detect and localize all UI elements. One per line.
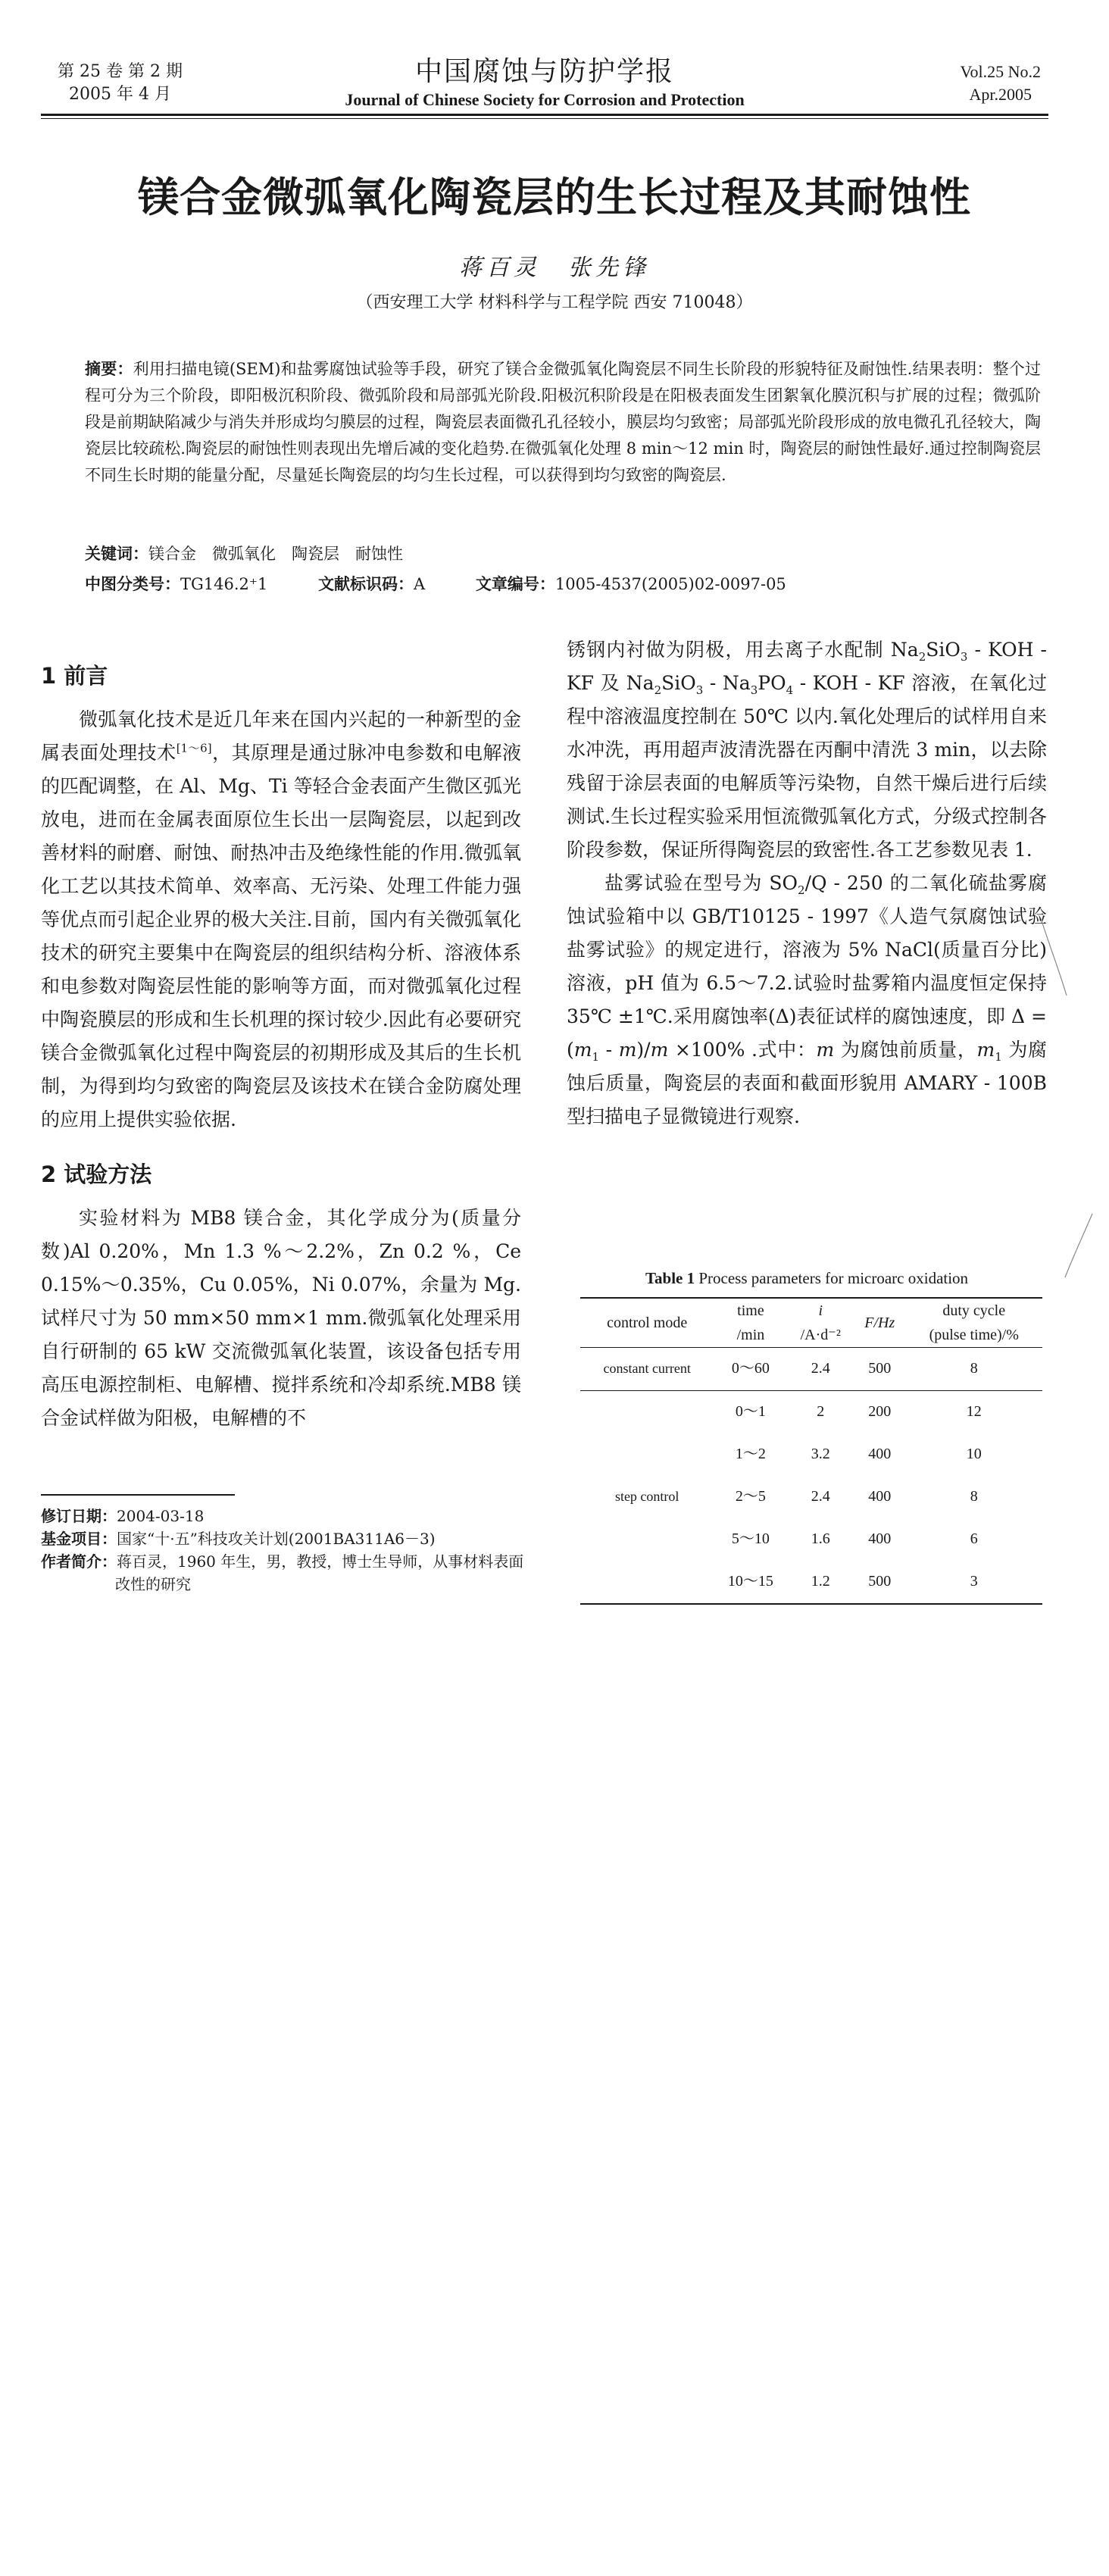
text-run: /Q - 250 的二氧化硫盐雾腐蚀试验箱中以 GB/T10125 - 1997《人造气氛腐蚀试验盐雾试验》的规定进行，溶液为 5% NaCl(质量百分比)溶液，pH 值为 6.5～7.2.试验时盐雾箱内温度恒定保持 35℃ ±1℃.采用腐蚀率(Δ)表征试样的腐蚀速度，即 Δ = ( — [567, 872, 1047, 1061]
table-cell-f: 500 — [854, 1348, 906, 1391]
table-caption — [567, 1267, 1047, 1290]
citation: [1～6] — [176, 741, 212, 755]
table-cell-duty: 8 — [906, 1348, 1042, 1391]
table-cell-f: 200 — [868, 1403, 892, 1420]
keywords — [85, 541, 1041, 567]
table-cell-f: 500 — [854, 1561, 906, 1604]
table-cell-time: 5～10 — [731, 1530, 770, 1547]
table-cell-mode — [580, 1391, 714, 1434]
journal-name-en: Journal of Chinese Society for Corrosion and Protection — [345, 90, 745, 109]
footnotes — [41, 1505, 526, 1596]
bio-line2: 改性的研究 — [115, 1575, 191, 1593]
table-caption-label: Table 1 — [645, 1269, 695, 1287]
table-cell-f: 400 — [868, 1488, 892, 1505]
issue-info-right — [960, 61, 1041, 106]
math-var: m — [976, 1039, 995, 1061]
volume-issue-cn: 第 25 卷 第 2 期 — [58, 62, 183, 81]
table-cell-time: 10～15 — [714, 1561, 787, 1604]
table-cell-duty: 10 — [966, 1446, 982, 1462]
keywords-label: 关键词： — [85, 545, 148, 563]
table-header-row — [580, 1298, 1042, 1323]
abstract — [85, 356, 1041, 489]
revision-date-value: 2004-03-18 — [117, 1507, 205, 1525]
footnote-rule — [41, 1494, 235, 1496]
math-var: m — [816, 1039, 835, 1061]
table-cell-mode — [580, 1561, 714, 1604]
paper-title: 镁合金微弧氧化陶瓷层的生长过程及其耐蚀性 — [138, 174, 971, 221]
table-cell-i: 2.4 — [788, 1348, 854, 1391]
intro-text-b: ，其原理是通过脉冲电参数和电解液的匹配调整，在 Al、Mg、Ti 等轻合金表面产生微区弧光放电，进而在金属表面原位生长出一层陶瓷层，以起到改善材料的耐磨、耐蚀、耐热冲击及绝缘性能的作用.微弧氧化工艺以其技术简单、效率高、无污染、处理工件能力强等优点而引起企业界的极大关注.目前，国内有关微弧氧化技术的研究主要集中在陶瓷层的组织结构分析、溶液体系和电参数对陶瓷层性能的影响等方面，而对微弧氧化过程中陶瓷膜层的形成和生长机理的探讨较少.因此有必要研究镁合金微弧氧化过程中陶瓷层的初期形成及其后的生长机制，为得到均匀致密的陶瓷层及该技术在镁合金防腐处理的应用上提供实验依据. — [41, 742, 521, 1130]
subscript: 2 — [654, 683, 662, 697]
method-paragraph-cont — [567, 633, 1047, 867]
abstract-label: 摘要： — [85, 360, 133, 378]
revision-date-label: 修订日期： — [41, 1507, 117, 1525]
table-cell-duty: 12 — [966, 1403, 982, 1420]
text-run: 为腐蚀前质量， — [834, 1039, 977, 1061]
journal-header — [41, 55, 1048, 111]
text-run: SiO — [661, 672, 696, 694]
table-row — [580, 1348, 1042, 1391]
table-cell-f: 400 — [868, 1446, 892, 1462]
col-control-mode: control mode — [580, 1298, 714, 1348]
bio-label: 作者简介： — [41, 1552, 117, 1571]
date-cn: 2005 年 4 月 — [69, 85, 171, 104]
text-run: 盐雾试验在型号为 SO — [604, 872, 798, 894]
table-cell-mode: constant current — [580, 1348, 714, 1391]
math-var: m — [573, 1039, 592, 1061]
subscript: 2 — [798, 883, 805, 897]
bio-line1: 蒋百灵，1960 年生，男，教授，博士生导师，从事材料表面 — [117, 1552, 524, 1571]
subscript: 1 — [995, 1050, 1002, 1064]
table-cell-mode — [580, 1433, 714, 1476]
table-cell-mode: step control — [614, 1489, 679, 1504]
affiliation: （西安理工大学 材料科学与工程学院 西安 710048） — [356, 293, 753, 312]
subscript: 1 — [592, 1050, 600, 1064]
clc-label: 中图分类号： — [85, 575, 180, 593]
math-var: m — [618, 1039, 637, 1061]
math-var: m — [650, 1039, 669, 1061]
revision-date — [41, 1505, 526, 1527]
header-rule-thin — [41, 118, 1048, 119]
section-2-title: 2 试验方法 — [41, 1161, 152, 1187]
classification-info — [85, 571, 1041, 597]
article-number: 1005-4537(2005)02-0097-05 — [554, 575, 786, 593]
col-time: time — [714, 1298, 787, 1323]
scan-artifact-mark — [1039, 917, 1070, 1000]
table-cell-duty: 8 — [970, 1488, 978, 1505]
volume-issue-en: Vol.25 No.2 — [960, 62, 1041, 81]
date-en: Apr.2005 — [969, 85, 1032, 104]
left-column — [41, 644, 521, 1435]
table-cell-duty: 3 — [906, 1561, 1042, 1604]
text-run: PO — [758, 672, 786, 694]
section-1-paragraph — [41, 703, 521, 1136]
article-number-label: 文章编号： — [475, 575, 555, 593]
author-bio — [41, 1550, 526, 1573]
subscript: 4 — [786, 683, 794, 697]
section-1-title: 1 前言 — [41, 663, 108, 689]
doc-code: A — [414, 575, 426, 593]
table-caption-text: Process parameters for microarc oxidation — [698, 1269, 969, 1287]
col-duty-unit: (pulse time)/% — [906, 1323, 1042, 1348]
subscript: 3 — [960, 650, 968, 664]
text-run: 为腐蚀后质量，陶瓷层的表面和截面形貌用 AMARY - 100B 型扫描电子显微镜进行观察. — [567, 1039, 1048, 1127]
col-frequency: F/Hz — [854, 1298, 906, 1348]
intro-text-a: 微弧氧化技术是近几年来在国内兴起的一种新型的金属表面处理技术 — [41, 708, 521, 764]
process-parameters-table — [580, 1297, 1042, 1605]
table-cell-time: 0～1 — [735, 1403, 766, 1420]
subscript: 3 — [750, 683, 758, 697]
journal-name-cn: 中国腐蚀与防护学报 — [414, 56, 674, 87]
table-cell-f: 400 — [868, 1530, 892, 1547]
table-row — [580, 1518, 1042, 1561]
text-run: - — [599, 1039, 619, 1061]
text-run: - KOH - KF 溶液，在氧化过程中溶液温度控制在 50℃ 以内.氧化处理后的试样用自来水冲洗，再用超声波清洗器在丙酮中清洗 3 min，以去除残留于涂层表面的电解质等污染物，自然干燥后进行后续测试.生长过程实验采用恒流微弧氧化方式，分级式控制各阶段参数，保证所得陶瓷层的致密性.各工艺参数见表 1. — [567, 672, 1047, 861]
col-duty-cycle: duty cycle — [906, 1298, 1042, 1323]
journal-name — [41, 55, 1048, 111]
scan-artifact-mark — [1064, 1212, 1094, 1280]
clc-number: TG146.2⁺1 — [180, 575, 268, 593]
keywords-text: 镁合金 微弧氧化 陶瓷层 耐蚀性 — [148, 545, 403, 563]
text-run: 锈钢内衬做为阴极，用去离子水配制 Na — [567, 639, 919, 661]
table-cell-i: 2.4 — [811, 1488, 830, 1505]
fund-label: 基金项目： — [41, 1530, 117, 1548]
table-cell-mode — [580, 1518, 714, 1561]
header-rule-thick — [41, 114, 1048, 116]
table-row — [580, 1561, 1042, 1604]
right-column — [567, 633, 1047, 1133]
table-cell-i: 2 — [817, 1403, 825, 1420]
table-row — [580, 1476, 1042, 1518]
subscript: 2 — [918, 650, 926, 664]
authors: 蒋百灵 张先锋 — [459, 255, 650, 281]
table-cell-i: 1.6 — [811, 1530, 830, 1547]
section-2-paragraph: 实验材料为 MB8 镁合金，其化学成分为(质量分数)Al 0.20%，Mn 1.3 %～2.2%，Zn 0.2 %，Ce 0.15%～0.35%，Cu 0.05%，Ni 0.07%，余量为 Mg.试样尺寸为 50 mm×50 mm×1 mm.微弧氧化处理采用自行研制的 65 kW 交流微弧氧化装置，该设备包括专用高压电源控制柜、电解槽、搅拌系统和冷却系统.MB8 镁合金试样做为阳极，电解槽的不 — [41, 1207, 521, 1429]
fund-project — [41, 1527, 526, 1550]
col-current: i — [788, 1298, 854, 1323]
table-cell-i: 1.2 — [788, 1561, 854, 1604]
table-row — [580, 1433, 1042, 1476]
text-run: SiO — [926, 639, 961, 661]
fund-value: 国家“十·五”科技攻关计划(2001BA311A6－3) — [117, 1530, 436, 1548]
table-cell-time: 1～2 — [735, 1446, 766, 1462]
table-cell-time: 2～5 — [735, 1488, 766, 1505]
table-cell-duty: 6 — [970, 1530, 978, 1547]
text-run: - KOH - KF 及 Na — [567, 639, 1047, 694]
doc-code-label: 文献标识码： — [318, 575, 414, 593]
abstract-text: 利用扫描电镜(SEM)和盐雾腐蚀试验等手段，研究了镁合金微弧氧化陶瓷层不同生长阶段的形貌特征及耐蚀性.结果表明：整个过程可分为三个阶段，即阳极沉积阶段、微弧阶段和局部弧光阶段.阳极沉积阶段是在阳极表面发生团絮氧化膜沉积与扩展的过程；微弧阶段是前期缺陷减少与消失并形成均匀膜层的过程，陶瓷层表面微孔孔径较小，膜层均匀致密；局部弧光阶段形成的放电微孔孔径较大，陶瓷层比较疏松.陶瓷层的耐蚀性则表现出先增后减的变化趋势.在微弧氧化处理 8 min～12 min 时，陶瓷层的耐蚀性最好.通过控制陶瓷层不同生长时期的能量分配，尽量延长陶瓷层的均匀生长过程，可以获得到均匀致密的陶瓷层. — [85, 360, 1042, 484]
col-time-unit: /min — [714, 1323, 787, 1348]
col-current-unit: /A·d⁻² — [788, 1323, 854, 1348]
table-row — [580, 1391, 1042, 1434]
text-run: ×100% .式中： — [668, 1039, 817, 1061]
text-run: )/ — [636, 1039, 651, 1061]
table-cell-i: 3.2 — [811, 1446, 830, 1462]
table-cell-time: 0～60 — [714, 1348, 787, 1391]
subscript: 3 — [695, 683, 704, 697]
salt-spray-paragraph — [567, 867, 1047, 1133]
text-run: - Na — [703, 672, 751, 694]
